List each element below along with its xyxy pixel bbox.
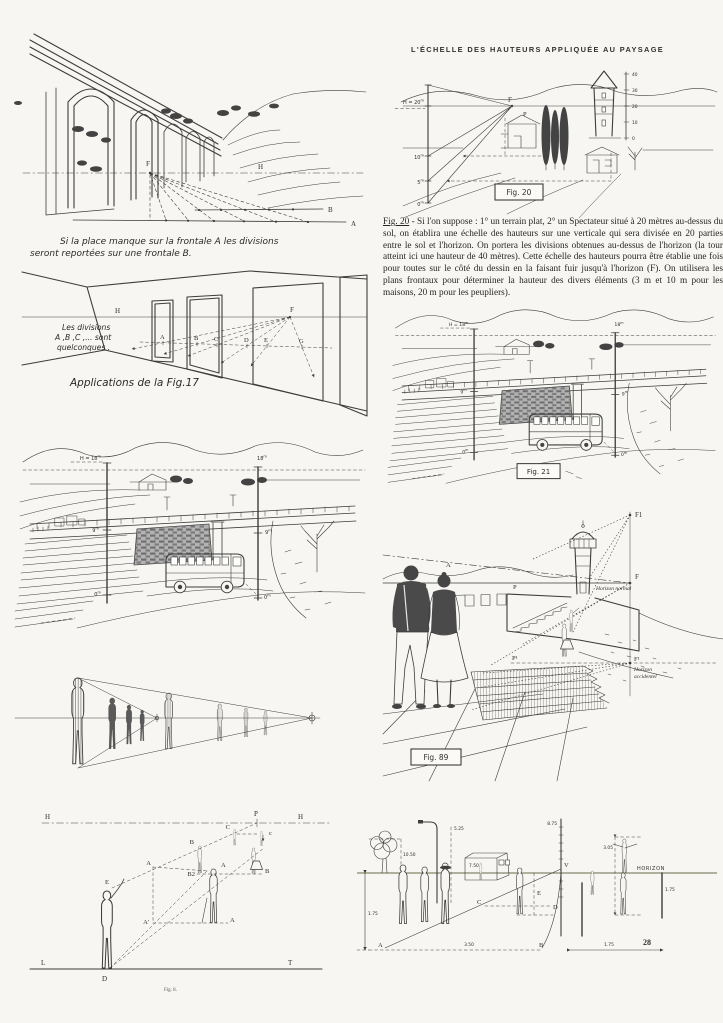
silhouettes-line-art [15,678,320,768]
label-horizon-acc-2: accidentel [634,674,657,680]
label-f: F [635,573,639,581]
label-a-up: A [146,860,151,867]
page-number: 28 [643,938,651,947]
doors-note-2: A ,B ,C ,... sont [55,333,112,342]
figure-8 [12,792,364,1014]
measure-right-pole: 1.75 [665,888,675,893]
label-f: F [290,306,294,314]
label-a: A [446,562,451,569]
label-p: P [523,111,527,118]
highway-line-art [388,310,715,483]
label-0-right: 0$^m$ [264,593,271,601]
label-e: E [264,337,268,344]
viaduct-line-art [14,34,366,223]
fig89-line-art [383,512,723,781]
label-p: P [513,584,517,591]
doors-note-1: Les divisions [62,323,111,332]
label-18-right: 18$^m$ [257,454,267,462]
label-horizon-acc-1: Horizon [634,667,653,673]
label-d: D [553,904,558,911]
highway-line-art [15,442,365,628]
figure-horizon-measures [357,803,723,968]
caption-lead: Fig. 20 [383,217,410,227]
label-l: L [41,959,46,967]
label-9-right: 9$^m$ [621,390,629,398]
label-f-acc: F¹ [634,656,640,663]
label-h: H [115,307,121,315]
label-v: V [564,862,569,869]
label-c: C [477,899,482,906]
measure-span-right: 1.75 [604,943,614,948]
label-b-fig: B [189,839,194,846]
measure-tree: 10.50 [403,853,416,858]
label-b: B [328,206,333,214]
measure-acro: 3.05 [603,846,613,851]
label-a-right: A [230,917,235,924]
figure-21 [388,300,720,487]
label-a: A [378,942,383,949]
label-b-right: B [265,868,270,875]
measure-pole: 8.75 [547,822,557,827]
measure-span-ab: 3.50 [464,943,474,948]
label-e: E [105,879,109,886]
label-t: T [288,959,293,967]
label-p: P [254,810,258,818]
observer-man [392,566,431,710]
label-f: F [508,96,512,104]
label-c-small: c [269,830,272,837]
doors-caption: Applications de la Fig.17 [70,377,199,389]
tower-tick-10: 10 [632,121,638,126]
figure-20 [383,60,721,218]
label-9-right: 9$^m$ [265,528,272,536]
label-5m: 5$^m$ [417,178,424,186]
label-h-right: H [298,813,304,821]
label-9-left: 9$^m$ [460,388,467,396]
label-horizon: HORIZON [637,866,665,872]
measures-line-art [357,819,717,950]
label-a-fig: A [221,862,226,869]
label-0-right: 0$^m$ [620,450,628,459]
figure-silhouettes [12,650,364,790]
label-f: F [146,160,150,168]
label-c: C [214,336,219,343]
tower-tick-20: 20 [632,105,638,110]
label-9-left: 9$^m$ [92,526,99,534]
label-h18: $H = 18^m$ [448,320,469,329]
label-h: H [258,163,264,171]
label-b: B [194,335,199,342]
label-h-left: H [45,813,51,821]
measure-left: 1.75 [368,912,378,917]
figure-highway-large [15,432,370,632]
label-d: D [102,975,108,983]
fig20-tag: Fig. 20 [506,188,532,197]
label-a: A [160,334,165,341]
doors-note-3: quelconques . [57,343,111,352]
label-18-right: 18$^m$ [614,320,624,329]
tower-tick-40: 40 [632,73,638,78]
caption-body: - Si l'on suppose : 1° un terrain plat, 2° un Spectateur situé à 20 mètres au-dessus du sol, on établira une échelle des hauteurs sur une verticale qui sera divisée en 20 parties entre le sol et l'horizon. On portera les divisions obtenues au-dessus de l'horizon (la tour atteint ici une hauteur de 40 mètres). Cette échelle des hauteurs pourra être établie une fois pour toutes sur le côté du dessin en la faisant fuir jusqu'à l'horizon (F). On utilisera les plans frontaux pour déterminer la hauteur des divers éléments (3 m et 10 m pour les maisons, 20 m pour les peupliers). [383,217,723,298]
label-e: E [537,890,541,897]
label-horizon-normal: Horizon normal [596,586,632,592]
fig20-line-art [395,71,717,218]
label-a: A [351,220,357,228]
label-h20: $H = 20^m$ [402,98,424,106]
fig8-caption: Fig. 8. [164,988,177,993]
viaduct-caption-line2: seront reportées sur une frontale B. [30,249,192,259]
label-0-left: 0$^m$ [94,590,101,598]
label-g: G [299,338,304,345]
measure-lamp: 5.25 [454,827,464,832]
tower-tick-30: 30 [632,89,638,94]
measure-box: 7.50 [469,864,479,869]
fig21-tag: Fig. 21 [526,466,551,476]
tree [371,831,398,873]
label-c-fig: C [225,824,230,831]
figure-89 [383,482,723,782]
fig20-caption-paragraph [383,217,723,300]
figure-viaduct [18,30,370,262]
page-title: L'ÉCHELLE DES HAUTEURS APPLIQUÉE AU PAYSAGE [411,45,665,54]
label-d: D [244,337,249,344]
label-0m: 0$^m$ [417,200,424,208]
figure-doors [22,270,372,430]
label-a-low: A' [143,919,149,926]
label-p1: P¹ [512,655,518,662]
label-b: B [539,942,544,949]
label-0-left: 0$^m$ [462,448,469,456]
tower-tick-0: 0 [632,137,635,142]
fig8-line-art [30,819,330,969]
viaduct-caption-line1: Si la place manque sur la frontale A les divisions [60,237,279,247]
label-10m: 10$^m$ [414,153,424,161]
label-f1: F1 [635,511,643,519]
label-b2: B2 [187,871,195,878]
label-h18: $H = 18^m$ [79,454,101,462]
fig89-tag: Fig. 89 [423,753,449,762]
